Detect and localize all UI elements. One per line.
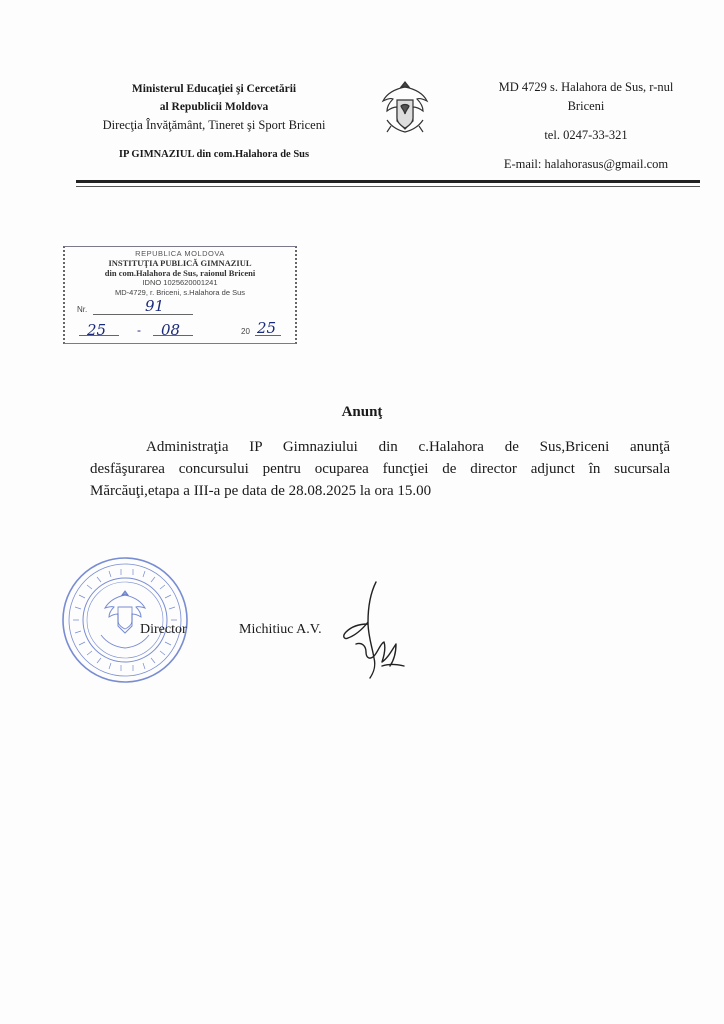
header-rule-thick	[76, 180, 700, 183]
stamp-year-prefix: 20	[241, 327, 250, 336]
document-title: Anunţ	[341, 404, 383, 420]
stamp-idno: IDNO 1025620001241	[142, 278, 218, 287]
stamp-date-separator: -	[137, 323, 141, 337]
phone-line: tel. 0247-33-321	[544, 128, 628, 142]
paragraph-line1: Administraţia IP Gimnaziului din c.Halahora de Sus,Briceni anunţă	[146, 439, 670, 455]
ministry-line1: Ministerul Educaţiei şi Cercetării	[131, 83, 297, 95]
stamp-nr-line	[93, 314, 193, 315]
header-right-block	[476, 78, 696, 174]
paragraph-first-line	[146, 436, 670, 458]
directorate-line: Direcţia Învăţământ, Tineret şi Sport Briceni	[102, 118, 326, 132]
paragraph-line3: Mărcăuţi,etapa a III-a pe data de 28.08.2025 la ora 15.00	[90, 483, 432, 499]
email-line: E-mail: halahorasus@gmail.com	[503, 157, 669, 171]
moldova-coat-of-arms-icon	[379, 76, 431, 140]
address-line2: Briceni	[567, 99, 605, 113]
director-name: Michitiuc A.V.	[239, 622, 322, 637]
address-line1: MD 4729 s. Halahora de Sus, r-nul	[498, 80, 674, 94]
institution-line: IP GIMNAZIUL din com.Halahora de Sus	[118, 149, 310, 160]
stamp-year-suffix: 25	[257, 319, 277, 337]
paragraph-line2: desfăşurarea concursului pentru ocuparea funcţiei de director adjunct în sucursala	[90, 461, 670, 477]
round-seal-icon	[59, 555, 191, 685]
header-rule-thin	[76, 186, 700, 187]
stamp-name-line2: din com.Halahora de Sus, raionul Briceni	[104, 268, 256, 278]
director-label: Director	[140, 622, 187, 637]
stamp-date-day: 25	[87, 321, 107, 339]
stamp-address: MD-4729, r. Briceni, s.Halahora de Sus	[114, 288, 246, 297]
stamp-nr-value: 91	[145, 297, 165, 315]
stamp-country: REPUBLICA MOLDOVA	[135, 249, 225, 258]
paragraph-continuation	[90, 458, 670, 502]
registration-stamp	[63, 246, 297, 344]
stamp-date-month: 08	[161, 321, 181, 339]
ministry-line2: al Republicii Moldova	[159, 101, 269, 113]
stamp-name-line1: INSTITUŢIA PUBLICĂ GIMNAZIUL	[108, 258, 252, 268]
handwritten-signature-icon	[336, 578, 416, 682]
stamp-nr-label: Nr.	[77, 305, 88, 314]
header-left-block	[80, 80, 348, 164]
